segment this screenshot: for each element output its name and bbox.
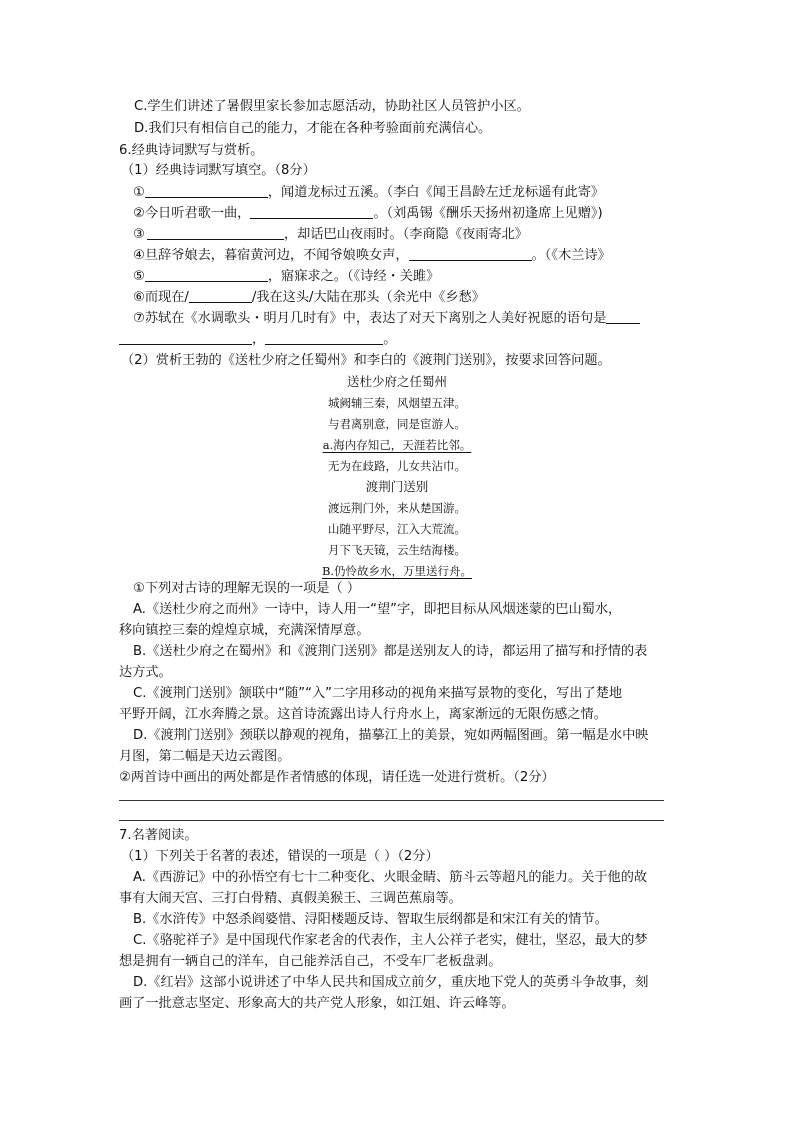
fill-5-suffix: ，寤寐求之。（《诗经・关雎》 (267, 269, 440, 284)
poem2-underlined-line-row (0, 561, 794, 581)
q6-2-1-option-c-cont: 平野开阔，江水奔腾之景。这首诗流露出诗人行舟水上，离家渐远的无限伤感之情。 (119, 707, 607, 722)
fill-5-blank[interactable] (145, 267, 268, 282)
poem1-line: 与君离别意，同是宦游人。 (328, 417, 466, 431)
q7-option-c[interactable]: C.《骆驼祥子》是中国现代作家老舍的代表作，主人公祥子老实，健壮，坚忍，最大的梦 (133, 933, 648, 948)
poem1-underlined-line: a.海内存知己，天涯若比邻。 (322, 438, 472, 452)
fill-7-period: 。 (383, 332, 397, 347)
poem2-line: 渡远荆门外，来从楚国游。 (328, 501, 466, 515)
fill-6-suffix: /我在这头/大陆在那头（余光中《乡愁》 (251, 290, 485, 305)
q6-fill-5 (133, 267, 439, 287)
poem2-line: 月下飞天镜，云生结海楼。 (328, 543, 466, 557)
fill-1-suffix: ，闻道龙标过五溪。（李白《闻王昌龄左迁龙标遥有此寄》 (267, 185, 605, 200)
q7-option-a-cont: 事有大闹天宫、三打白骨精、真假美猴王、三调芭蕉扇等。 (119, 891, 462, 906)
q6-2-1-option-b-cont: 达方式。 (119, 665, 172, 680)
poem1-line: 无为在歧路，儿女共沾巾。 (328, 459, 466, 473)
q6-fill-1 (133, 183, 604, 203)
q6-fill-2 (133, 204, 603, 224)
fill-3-number: ③ (133, 227, 145, 242)
q6-2-1-option-a-cont: 移向镇控三秦的煌煌京城，充满深情厚意。 (119, 623, 370, 638)
fill-1-prefix: ① (133, 185, 145, 200)
q6-part1-title: （1）经典诗词默写填空。（8分） (121, 163, 316, 178)
q7-option-d-cont: 画了一批意志坚定、形象高大的共产党人形象，如江姐、许云峰等。 (119, 996, 515, 1011)
fill-2-prefix: ②今日听君歌一曲， (133, 206, 251, 221)
q6-2-2-stem: ②两首诗中画出的两处都是作者情感的体现，请任选一处进行赏析。（2分） (119, 770, 555, 785)
fill-5-prefix: ⑤ (133, 269, 145, 284)
poem1-line: 城阙辅三秦，风烟望五津。 (328, 396, 466, 410)
q6-fill-3 (133, 225, 528, 245)
fill-1-blank[interactable] (145, 183, 268, 198)
fill-4-blank[interactable] (409, 246, 532, 261)
q7-option-c-cont: 想是拥有一辆自己的洋车，自己能养活自己，不受车厂老板盘剥。 (119, 954, 502, 969)
fill-4-prefix: ④旦辞爷娘去，暮宿黄河边，不闻爷娘唤女声， (133, 248, 409, 263)
fill-3-suffix: ，却话巴山夜雨时。（李商隐《夜雨寄北》 (284, 227, 528, 242)
q6-2-1-stem: ①下列对古诗的理解无误的一项是（ ） (133, 581, 361, 596)
q7-option-a[interactable]: A.《西游记》中的孙悟空有七十二种变化、火眼金睛、筋斗云等超凡的能力。关于他的故 (133, 870, 648, 885)
fill-7-blank-a[interactable] (606, 309, 640, 324)
q6-fill-6 (133, 288, 485, 308)
poem2-title: 渡荆门送别 (365, 479, 429, 494)
poem1-underlined-line-row (0, 435, 794, 455)
fill-6-prefix: ⑥而现在/ (133, 290, 189, 305)
poem2-underlined-line: B.仍怜故乡水，万里送行舟。 (321, 564, 473, 578)
q6-2-1-option-d-cont: 月图，第二幅是天边云霞图。 (119, 749, 291, 764)
fill-2-suffix: 。（刘禹锡《酬乐天扬州初逢席上见赠》) (373, 206, 603, 221)
q7-option-b[interactable]: B.《水浒传》中怒杀阎婆惜、浔阳楼题反诗、智取生辰纲都是和宋江有关的情节。 (133, 912, 608, 927)
q7-part1-stem: （1）下列关于名著的表述，错误的一项是（ ）（2分） (121, 849, 439, 864)
q7-heading: 7.名著阅读。 (119, 828, 198, 843)
q6-fill-7-continued (119, 330, 396, 350)
q5-option-c: C.学生们讲述了暑假里家长参加志愿活动，协助社区人员管护小区。 (134, 99, 530, 114)
poem1-title: 送杜少府之任蜀州 (346, 374, 447, 389)
fill-7-blank-c[interactable] (265, 330, 383, 345)
q6-2-1-option-d[interactable]: D.《渡荆门送别》颈联以静观的视角，描摹江上的美景，宛如两幅图画。第一幅是水中映 (133, 728, 649, 743)
q6-fill-7 (133, 309, 640, 329)
fill-7-text: ⑦苏轼在《水调歌头・明月几时有》中，表达了对天下离别之人美好祝愿的语句是 (133, 311, 607, 326)
q6-2-1-option-c[interactable]: C.《渡荆门送别》颔联中“随”“入”二字用移动的视角来描写景物的变化，写出了楚地 (133, 686, 623, 701)
fill-7-comma: ， (252, 332, 266, 347)
q6-heading: 6.经典诗词默写与赏析。 (119, 143, 264, 158)
q7-option-d[interactable]: D.《红岩》这部小说讲述了中华人民共和国成立前夕，重庆地下党人的英勇斗争故事，刻 (133, 975, 649, 990)
q6-2-1-option-a[interactable]: A.《送杜少府之而州》一诗中，诗人用一“望”字，即把目标从风烟迷蒙的巴山蜀水， (133, 602, 622, 617)
fill-7-blank-b[interactable] (119, 330, 252, 345)
answer-line[interactable] (119, 800, 664, 801)
fill-2-blank[interactable] (250, 204, 373, 219)
fill-3-blank[interactable] (147, 225, 284, 240)
q6-part2-title: （2）赏析王勃的《送杜少府之任蜀州》和李白的《渡荆门送别》，按要求回答问题。 (121, 353, 611, 368)
q6-2-1-option-b[interactable]: B.《送杜少府之在蜀州》和《渡荆门送别》都是送别友人的诗，都运用了描写和抒情的表 (133, 644, 648, 659)
fill-6-blank[interactable] (189, 288, 252, 303)
q5-option-d: D.我们只有相信自己的能力，才能在各种考验面前充满信心。 (134, 121, 492, 136)
poem2-line: 山随平野尽，江入大荒流。 (328, 522, 466, 536)
q6-fill-4 (133, 246, 611, 266)
answer-line[interactable] (119, 820, 664, 821)
fill-4-suffix: 。（《木兰诗》 (531, 248, 611, 263)
